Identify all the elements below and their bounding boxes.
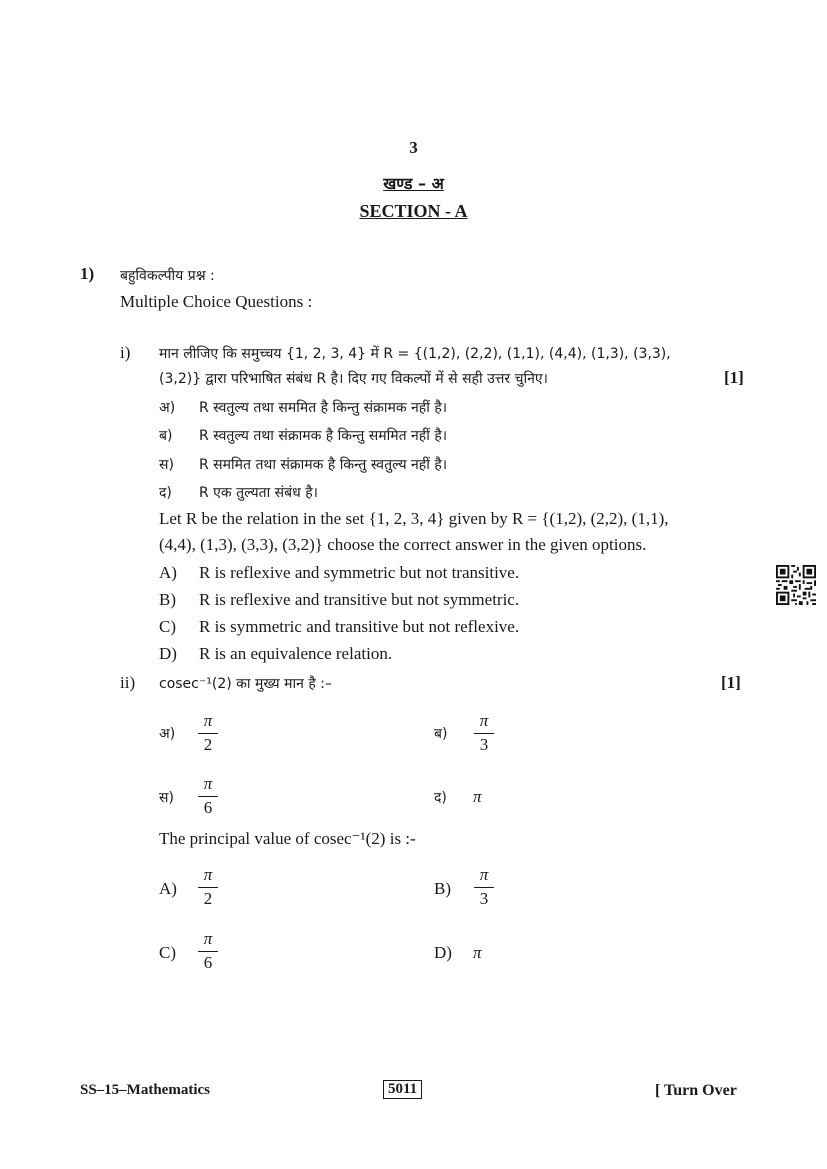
fraction-denominator: 2 (203, 735, 213, 754)
option-value: π (473, 943, 482, 962)
fraction-numerator: π (203, 929, 213, 948)
fraction-option (198, 775, 218, 816)
option-label: C) (159, 943, 176, 962)
fraction-option (198, 712, 218, 753)
option-label: D) (434, 943, 452, 962)
option-text: R is reflexive and transitive but not symmetric. (199, 590, 520, 609)
fraction-bar (474, 733, 494, 734)
subquestion-ii-english: The principal value of cosec⁻¹(2) is :- (159, 829, 416, 848)
fraction-bar (198, 796, 218, 797)
section-title-hindi: खण्ड – अ (383, 174, 444, 193)
fraction-denominator: 3 (479, 735, 489, 754)
fraction-denominator: 6 (203, 953, 213, 972)
fraction-numerator: π (479, 711, 489, 730)
option-label: D) (159, 644, 177, 663)
option-text: R स्वतुल्य तथा संक्रामक है किन्तु सममित नहीं है। (199, 428, 448, 444)
subquestion-i-hindi-line1: मान लीजिए कि समुच्चय {1, 2, 3, 4} में R = {(1,2), (2,2), (1,1), (4,4), (1,3), (3,3), (159, 346, 671, 362)
subquestion-number-i: i) (120, 343, 131, 362)
option-label: A) (159, 879, 177, 898)
option-text: R स्वतुल्य तथा सममित है किन्तु संक्रामक नहीं है। (199, 400, 448, 416)
option-label: ब) (159, 428, 173, 444)
option-label: द) (159, 485, 172, 501)
fraction-numerator: π (479, 865, 489, 884)
option-text: R is an equivalence relation. (199, 644, 393, 663)
option-label: द) (434, 790, 447, 806)
section-title-english: SECTION - A (359, 201, 468, 221)
option-text: R is symmetric and transitive but not reflexive. (199, 617, 520, 636)
paper-code: 5011 (383, 1080, 422, 1099)
question-number: 1) (80, 264, 95, 283)
subquestion-i-english-line1: Let R be the relation in the set {1, 2, 3, 4} given by R = {(1,2), (2,2), (1,1), (159, 509, 669, 528)
fraction-bar (198, 887, 218, 888)
marks-badge: [1] (724, 368, 744, 387)
option-label: अ) (159, 400, 176, 416)
option-text: R सममित तथा संक्रामक है किन्तु स्वतुल्य नहीं है। (199, 457, 448, 473)
fraction-option (198, 930, 218, 971)
option-label: B) (159, 590, 176, 609)
turn-over-label: [ Turn Over (655, 1082, 737, 1099)
option-label: स) (159, 790, 174, 806)
option-text: R is reflexive and symmetric but not transitive. (199, 563, 520, 582)
fraction-option (198, 866, 218, 907)
qr-code-icon (776, 565, 816, 605)
option-value: π (473, 787, 482, 806)
fraction-denominator: 3 (479, 889, 489, 908)
footer-subject: SS–15–Mathematics (80, 1082, 210, 1098)
fraction-denominator: 2 (203, 889, 213, 908)
option-label: A) (159, 563, 177, 582)
option-label: ब) (434, 726, 448, 742)
marks-badge: [1] (721, 673, 741, 692)
question-title-english: Multiple Choice Questions : (120, 292, 313, 311)
fraction-bar (198, 951, 218, 952)
fraction-option (474, 712, 494, 753)
question-title-hindi: बहुविकल्पीय प्रश्न : (120, 268, 215, 284)
option-label: अ) (159, 726, 176, 742)
subquestion-i-english-line2: (4,4), (1,3), (3,3), (3,2)} choose the correct answer in the given options. (159, 535, 647, 554)
option-label: C) (159, 617, 176, 636)
subquestion-ii-hindi: cosec⁻¹(2) का मुख्य मान है :– (159, 676, 332, 692)
fraction-option (474, 866, 494, 907)
subquestion-i-hindi-line2: (3,2)} द्वारा परिभाषित संबंध R है। दिए गए विकल्पों में से सही उत्तर चुनिए। (159, 371, 548, 387)
fraction-bar (474, 887, 494, 888)
option-label: स) (159, 457, 174, 473)
fraction-denominator: 6 (203, 798, 213, 817)
option-label: B) (434, 879, 451, 898)
subquestion-number-ii: ii) (120, 673, 136, 692)
option-text: R एक तुल्यता संबंध है। (199, 485, 318, 501)
fraction-numerator: π (203, 711, 213, 730)
fraction-numerator: π (203, 865, 213, 884)
fraction-numerator: π (203, 774, 213, 793)
page-number: 3 (409, 138, 418, 157)
fraction-bar (198, 733, 218, 734)
